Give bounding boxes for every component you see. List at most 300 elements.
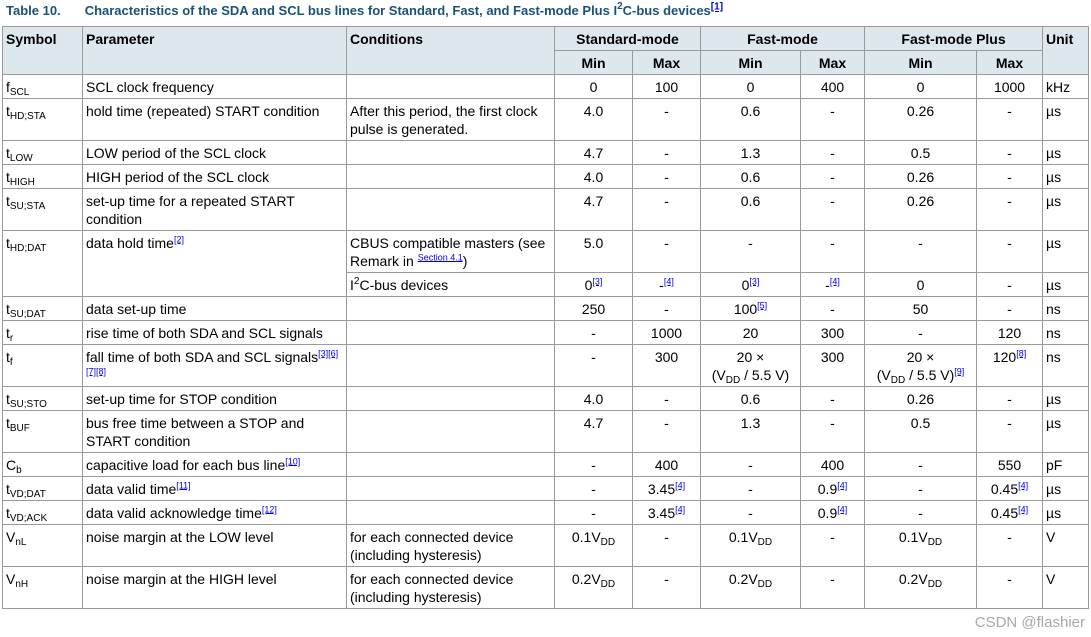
parameter-text: HIGH period of the SCL clock: [86, 169, 270, 185]
symbol-subscript: nL: [15, 537, 27, 548]
value: 100: [733, 301, 758, 317]
symbol-subscript: HIGH: [9, 177, 35, 188]
symbol: t: [6, 301, 10, 317]
unit-cell: [1043, 411, 1089, 453]
parameter-cell: [83, 411, 347, 453]
symbol-cell: [3, 141, 83, 165]
value: -: [830, 103, 835, 119]
symbol-subscript: r: [9, 333, 14, 344]
symbol: t: [6, 235, 10, 251]
parameter-cell: [83, 477, 347, 501]
value-cell: [633, 411, 701, 453]
symbol: t: [6, 145, 10, 161]
footnote-link[interactable]: [9]: [954, 366, 965, 377]
symbol-subscript: f: [9, 357, 13, 368]
symbol: t: [6, 505, 10, 521]
value-cell: [633, 345, 701, 387]
table-row: [3, 453, 1089, 477]
value-cell: [701, 273, 801, 297]
value-cell: [865, 411, 977, 453]
symbol-cell: [3, 387, 83, 411]
value-cell: [555, 477, 633, 501]
symbol-cell: [3, 297, 83, 321]
value-cell: [865, 567, 977, 609]
value-cell: [633, 567, 701, 609]
value: 3.45: [647, 481, 676, 497]
value-cell: [555, 345, 633, 387]
value: 5.0: [583, 235, 604, 251]
table-row: [3, 321, 1089, 345]
footnote-link[interactable]: [12]: [261, 504, 277, 515]
value: 4.0: [583, 103, 604, 119]
parameter-text: set-up time for STOP condition: [86, 391, 277, 407]
conditions-cell: [347, 387, 555, 411]
value-cell: [701, 411, 801, 453]
value: -: [1007, 277, 1012, 293]
unit: kHz: [1046, 79, 1071, 95]
unit-cell: [1043, 75, 1089, 99]
value-formula: (V: [876, 367, 891, 383]
value: 1.3: [740, 145, 761, 161]
value-cell: [701, 165, 801, 189]
watermark: CSDN @flashier: [974, 614, 1085, 631]
symbol: f: [6, 79, 10, 95]
unit: ns: [1046, 325, 1061, 341]
table-body: [3, 75, 1089, 609]
unit-cell: [1043, 99, 1089, 141]
conditions-text: CBUS compatible masters (see Remark in: [350, 235, 546, 269]
value: 0.45: [990, 505, 1019, 521]
value: 0: [584, 277, 593, 293]
footnote-link[interactable]: [2]: [173, 234, 184, 245]
parameter-text: LOW period of the SCL clock: [86, 145, 267, 161]
value-cell: [801, 501, 865, 525]
value: 1000: [993, 79, 1026, 95]
value-cell: [701, 321, 801, 345]
value: -: [830, 235, 835, 251]
value-subscript: DD: [927, 579, 943, 590]
conditions-cell: [347, 345, 555, 387]
table-row: [3, 477, 1089, 501]
footnote-link[interactable]: [4]: [663, 276, 674, 287]
col-header-unit: Unit: [1043, 27, 1089, 75]
unit-cell: [1043, 273, 1089, 297]
col-header-min: Min: [865, 51, 977, 75]
conditions-cell: [347, 321, 555, 345]
conditions-cell: [347, 297, 555, 321]
value: 0.1V: [728, 529, 758, 545]
value: -: [664, 169, 669, 185]
value: -: [748, 235, 753, 251]
conditions-cell: [347, 99, 555, 141]
value-formula: (V: [711, 367, 726, 383]
value-cell: [633, 387, 701, 411]
symbol-cell: [3, 525, 83, 567]
caption-text: Characteristics of the SDA and SCL bus lines for Standard, Fast, and Fast-mode Plus I: [84, 3, 618, 18]
caption-footnote-link[interactable]: [1]: [710, 1, 724, 13]
symbol-subscript: BUF: [9, 423, 30, 434]
value-cell: [633, 141, 701, 165]
value-cell: [865, 75, 977, 99]
symbol: t: [6, 391, 10, 407]
value: 0.2V: [571, 571, 601, 587]
value: -: [591, 325, 596, 341]
table-row: [3, 165, 1089, 189]
table-row: [3, 297, 1089, 321]
value-cell: [701, 567, 801, 609]
value: 400: [654, 457, 679, 473]
value-cell: [633, 189, 701, 231]
value-cell: [701, 453, 801, 477]
symbol-subscript: SCL: [9, 87, 30, 98]
value-cell: [555, 387, 633, 411]
value: 0.26: [906, 103, 935, 119]
value-cell: [977, 99, 1043, 141]
parameter-cell: [83, 345, 347, 387]
value-cell: [801, 477, 865, 501]
footnote-link[interactable]: [3]: [592, 276, 603, 287]
footnote-link[interactable]: [5]: [757, 300, 768, 311]
symbol-subscript: LOW: [9, 153, 33, 164]
table-caption: [6, 3, 723, 18]
conditions-text: for each connected device (including hysteresis): [350, 529, 514, 563]
conditions-cell: [347, 231, 555, 273]
parameter-text: capacitive load for each bus line: [86, 457, 286, 473]
unit-cell: [1043, 165, 1089, 189]
value-cell: [865, 189, 977, 231]
value-cell: [633, 165, 701, 189]
symbol-subscript: b: [16, 465, 22, 476]
unit-cell: [1043, 231, 1089, 273]
value-cell: [801, 567, 865, 609]
value: -: [659, 277, 664, 293]
conditions-cell: [347, 189, 555, 231]
value: 3.45: [647, 505, 676, 521]
value: -: [918, 457, 923, 473]
value: 0: [741, 277, 750, 293]
value: -: [918, 325, 923, 341]
parameter-cell: [83, 231, 347, 297]
unit: ns: [1046, 349, 1061, 365]
value-cell: [977, 387, 1043, 411]
value: 100: [654, 79, 679, 95]
table-row: [3, 99, 1089, 141]
value-formula: / 5.5 V): [740, 367, 790, 383]
symbol: V: [6, 529, 16, 545]
value-cell: [865, 141, 977, 165]
value-cell: [801, 165, 865, 189]
footnote-link[interactable]: [4]: [1018, 504, 1029, 515]
parameter-cell: [83, 189, 347, 231]
value: -: [830, 415, 835, 431]
value-subscript: DD: [600, 537, 616, 548]
value-cell: [865, 387, 977, 411]
unit: V: [1046, 571, 1056, 587]
table-row: [3, 501, 1089, 525]
col-header-fast-mode: Fast-mode: [701, 27, 865, 51]
value: 50: [912, 301, 929, 317]
symbol: t: [6, 193, 10, 209]
value-subscript: DD: [725, 375, 741, 386]
value-subscript: DD: [890, 375, 906, 386]
value: 20: [742, 325, 759, 341]
parameter-text: data hold time: [86, 235, 174, 251]
value: -: [1007, 415, 1012, 431]
value-cell: [865, 99, 977, 141]
value: -: [664, 145, 669, 161]
value: -: [591, 481, 596, 497]
value: -: [591, 349, 596, 365]
value: -: [918, 505, 923, 521]
parameter-cell: [83, 297, 347, 321]
parameter-cell: [83, 141, 347, 165]
col-header-max: Max: [801, 51, 865, 75]
unit-cell: [1043, 525, 1089, 567]
parameter-text: data set-up time: [86, 301, 187, 317]
value: -: [830, 145, 835, 161]
value: -: [1007, 145, 1012, 161]
value: 300: [820, 349, 845, 365]
symbol-subscript: VD;ACK: [9, 513, 48, 524]
symbol: t: [6, 349, 10, 365]
parameter-text: rise time of both SDA and SCL signals: [86, 325, 323, 341]
value-cell: [801, 75, 865, 99]
value-cell: [865, 165, 977, 189]
unit: µs: [1046, 481, 1062, 497]
footnote-link[interactable]: [3][6][7][8]: [86, 348, 339, 377]
value-cell: [977, 477, 1043, 501]
value-cell: [701, 387, 801, 411]
unit-cell: [1043, 345, 1089, 387]
value-cell: [977, 165, 1043, 189]
footnote-link[interactable]: [4]: [675, 480, 686, 491]
col-header-conditions: Conditions: [347, 27, 555, 75]
value-cell: [701, 75, 801, 99]
value: 0.2V: [728, 571, 758, 587]
table-row: [3, 387, 1089, 411]
value-cell: [633, 525, 701, 567]
section-link[interactable]: Section 4.1: [417, 252, 463, 263]
value: -: [664, 529, 669, 545]
symbol: V: [6, 571, 16, 587]
conditions-cell: [347, 75, 555, 99]
symbol-subscript: SU;STO: [9, 399, 47, 410]
value: 0.6: [740, 193, 761, 209]
col-header-max: Max: [633, 51, 701, 75]
value-subscript: DD: [757, 537, 773, 548]
value: 1000: [650, 325, 683, 341]
parameter-text: SCL clock frequency: [86, 79, 214, 95]
conditions-cell: [347, 501, 555, 525]
unit: µs: [1046, 103, 1062, 119]
unit-cell: [1043, 567, 1089, 609]
value: -: [1007, 529, 1012, 545]
footnote-link[interactable]: [11]: [176, 480, 191, 491]
footnote-link[interactable]: [8]: [1016, 348, 1027, 359]
footnote-link[interactable]: [10]: [285, 456, 301, 467]
value: -: [1007, 169, 1012, 185]
value-cell: [977, 453, 1043, 477]
value: 0: [589, 79, 598, 95]
value-cell: [977, 75, 1043, 99]
value-cell: [701, 231, 801, 273]
col-header-min: Min: [555, 51, 633, 75]
parameter-cell: [83, 453, 347, 477]
value: 0.26: [906, 169, 935, 185]
footnote-link[interactable]: [4]: [1018, 480, 1029, 491]
col-header-max: Max: [977, 51, 1043, 75]
conditions-cell: [347, 273, 555, 297]
value-cell: [977, 189, 1043, 231]
value: 0.2V: [898, 571, 928, 587]
value-cell: [801, 387, 865, 411]
table-row: [3, 411, 1089, 453]
unit-cell: [1043, 477, 1089, 501]
conditions-text: I: [350, 277, 354, 293]
symbol-subscript: nH: [15, 579, 29, 590]
value-cell: [555, 411, 633, 453]
value: 0.9: [817, 481, 838, 497]
symbol-cell: [3, 453, 83, 477]
value: 0.9: [817, 505, 838, 521]
value-cell: [633, 297, 701, 321]
value-cell: [633, 501, 701, 525]
value-cell: [555, 297, 633, 321]
value-cell: [555, 453, 633, 477]
value-subscript: DD: [927, 537, 943, 548]
unit: µs: [1046, 145, 1062, 161]
value-cell: [977, 273, 1043, 297]
col-header-symbol: Symbol: [3, 27, 83, 75]
footnote-link[interactable]: [3]: [749, 276, 760, 287]
value: 120: [997, 325, 1022, 341]
value: 20 ×: [736, 349, 765, 365]
parameter-cell: [83, 75, 347, 99]
conditions-text: ): [462, 253, 468, 269]
value: -: [664, 235, 669, 251]
footnote-link[interactable]: [4]: [675, 504, 686, 515]
value-cell: [977, 567, 1043, 609]
table-row: [3, 75, 1089, 99]
value-cell: [701, 297, 801, 321]
symbol-subscript: SU;DAT: [9, 309, 46, 320]
table-number: Table 10.: [6, 3, 61, 18]
unit-cell: [1043, 387, 1089, 411]
value: 4.0: [583, 169, 604, 185]
value: 0: [746, 79, 755, 95]
footnote-link[interactable]: [4]: [829, 276, 840, 287]
value-cell: [801, 345, 865, 387]
symbol-cell: [3, 99, 83, 141]
conditions-text: After this period, the first clock pulse is generated.: [350, 103, 538, 137]
value-cell: [865, 297, 977, 321]
footnote-link[interactable]: [4]: [837, 480, 848, 491]
value-cell: [865, 477, 977, 501]
footnote-link[interactable]: [4]: [837, 504, 848, 515]
parameter-cell: [83, 387, 347, 411]
value: 400: [820, 457, 845, 473]
value: -: [664, 391, 669, 407]
parameter-text: set-up time for a repeated START condition: [86, 193, 295, 227]
value-cell: [977, 345, 1043, 387]
symbol-subscript: VD;DAT: [9, 489, 46, 500]
parameter-text: data valid acknowledge time: [86, 505, 262, 521]
value: -: [1007, 193, 1012, 209]
conditions-cell: [347, 141, 555, 165]
unit: µs: [1046, 505, 1062, 521]
value: 1.3: [740, 415, 761, 431]
value-cell: [865, 501, 977, 525]
value-cell: [977, 411, 1043, 453]
value-cell: [555, 321, 633, 345]
value-cell: [865, 453, 977, 477]
value-cell: [701, 345, 801, 387]
value-cell: [801, 297, 865, 321]
value: 4.7: [583, 415, 604, 431]
unit-cell: [1043, 453, 1089, 477]
value: -: [591, 457, 596, 473]
conditions-cell: [347, 165, 555, 189]
symbol-subscript: HD;STA: [9, 111, 46, 122]
value-cell: [555, 525, 633, 567]
value-cell: [977, 231, 1043, 273]
value-cell: [555, 165, 633, 189]
value-cell: [801, 453, 865, 477]
table-row: [3, 189, 1089, 231]
symbol-subscript: HD;DAT: [9, 243, 47, 254]
table-row: [3, 567, 1089, 609]
value-formula: / 5.5 V): [905, 367, 955, 383]
caption-sup: 2: [617, 1, 623, 12]
value-cell: [801, 321, 865, 345]
symbol-cell: [3, 477, 83, 501]
value-cell: [555, 75, 633, 99]
value: -: [664, 415, 669, 431]
parameter-cell: [83, 525, 347, 567]
symbol: t: [6, 103, 10, 119]
value-cell: [865, 525, 977, 567]
value-cell: [555, 99, 633, 141]
value-cell: [801, 189, 865, 231]
value-cell: [555, 501, 633, 525]
conditions-cell: [347, 453, 555, 477]
value: -: [1007, 103, 1012, 119]
value: 0.1V: [898, 529, 928, 545]
unit: pF: [1046, 457, 1063, 473]
value: -: [1007, 301, 1012, 317]
conditions-cell: [347, 477, 555, 501]
value: -: [830, 529, 835, 545]
bus-characteristics-table: [2, 26, 1089, 609]
value-cell: [701, 525, 801, 567]
value-cell: [865, 345, 977, 387]
value: -: [664, 571, 669, 587]
value-cell: [801, 273, 865, 297]
col-header-standard-mode: Standard-mode: [555, 27, 701, 51]
value: 0.5: [910, 145, 931, 161]
value: -: [830, 571, 835, 587]
value-cell: [977, 141, 1043, 165]
value-cell: [801, 525, 865, 567]
value: -: [748, 481, 753, 497]
value: 0.6: [740, 103, 761, 119]
symbol-subscript: SU;STA: [9, 201, 46, 212]
symbol-cell: [3, 165, 83, 189]
value: -: [664, 301, 669, 317]
value: -: [918, 481, 923, 497]
caption-text-after: C-bus devices: [622, 3, 711, 18]
parameter-text: data valid time: [86, 481, 177, 497]
